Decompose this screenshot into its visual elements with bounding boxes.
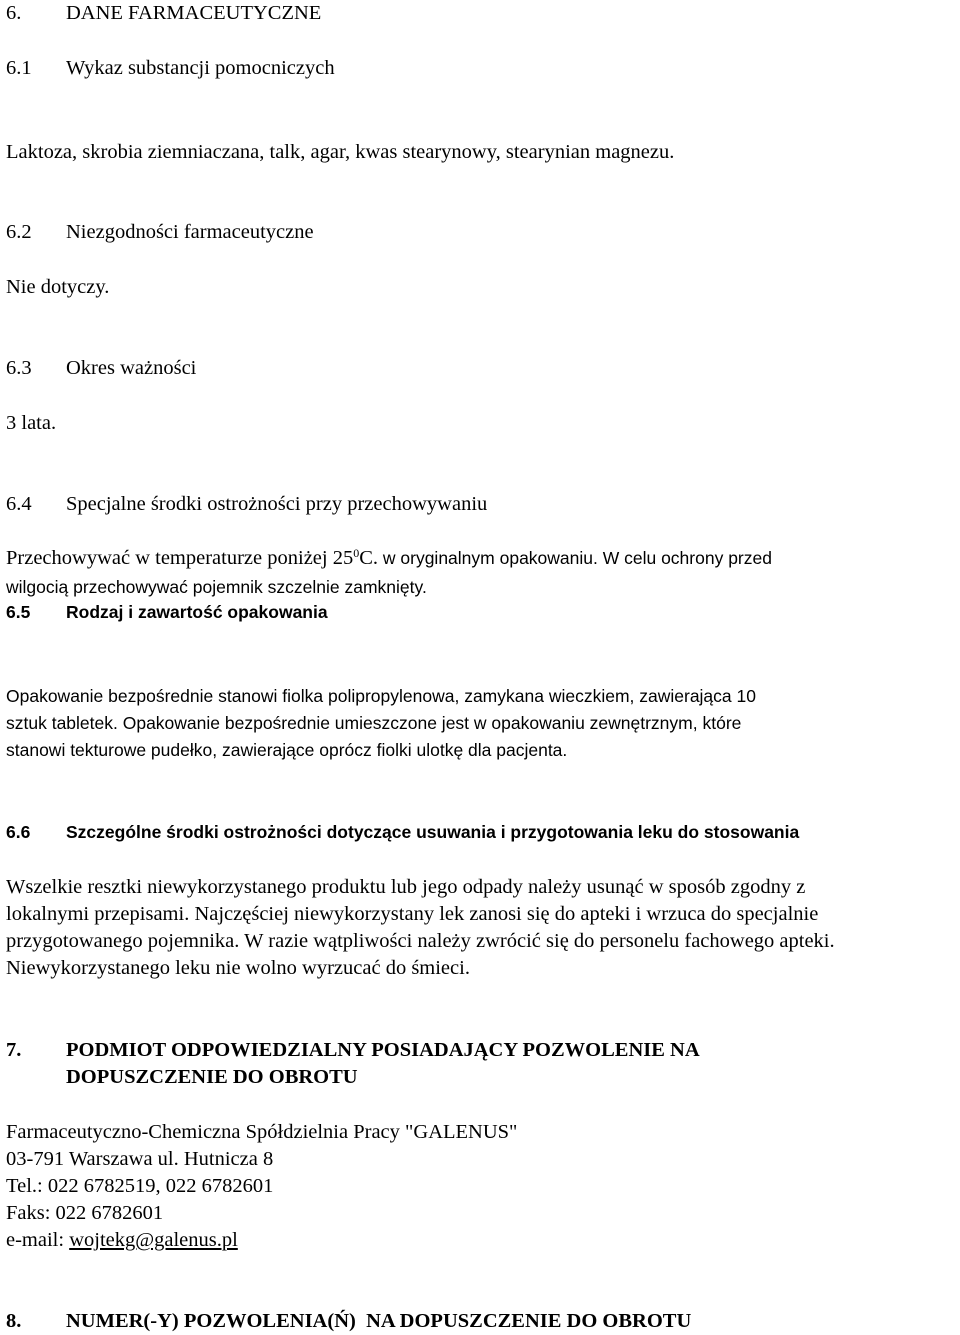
section-6-6-text-line-1: Wszelkie resztki niewykorzystanego produktu lub jego odpady należy usunąć w sposób zgodny z (6, 876, 806, 898)
section-6-3-text: 3 lata. (6, 412, 57, 434)
section-6-6-text-line-3: przygotowanego pojemnika. W razie wątpliwości należy zwrócić się do personelu fachowego apteki. (6, 930, 835, 952)
company-name: Farmaceutyczno-Chemiczna Spółdzielnia Pracy "GALENUS" (6, 1121, 518, 1143)
section-6-4-title: Specjalne środki ostrożności przy przechowywaniu (66, 493, 488, 515)
email-link[interactable]: wojtekg@galenus.pl (69, 1229, 238, 1251)
section-6-4-text-line-1 (6, 548, 772, 569)
degree-superscript: 0 (353, 546, 360, 560)
section-6-6-text-line-2: lokalnymi przepisami. Najczęściej niewykorzystany lek zanosi się do apteki i wrzuca do specjalnie (6, 903, 819, 925)
section-6-2-title: Niezgodności farmaceutyczne (66, 221, 314, 243)
storage-temp-text: Przechowywać w temperaturze poniżej 25 (6, 547, 354, 569)
section-6-4-number: 6.4 (6, 493, 32, 515)
section-8-title: NUMER(-Y) POZWOLENIA(Ń) NA DOPUSZCZENIE DO OBROTU (66, 1310, 692, 1332)
section-6-4-text-line-2: wilgocią przechowywać pojemnik szczelnie zamknięty. (6, 577, 427, 597)
section-6-5-text-line-3: stanowi tekturowe pudełko, zawierające oprócz fiolki ulotkę dla pacjenta. (6, 740, 568, 760)
section-7-number: 7. (6, 1039, 22, 1061)
company-phone: Tel.: 022 6782519, 022 6782601 (6, 1175, 274, 1197)
company-fax: Faks: 022 6782601 (6, 1202, 164, 1224)
section-6-6-number: 6.6 (6, 822, 31, 842)
section-6-title: DANE FARMACEUTYCZNE (66, 2, 322, 24)
email-label: e-mail: (6, 1229, 70, 1251)
section-6-5-number: 6.5 (6, 602, 31, 622)
section-7-title-line-1: PODMIOT ODPOWIEDZIALNY POSIADAJĄCY POZWOLENIE NA (66, 1039, 700, 1061)
section-6-2-number: 6.2 (6, 221, 32, 243)
section-6-3-number: 6.3 (6, 357, 32, 379)
section-7-title-line-2: DOPUSZCZENIE DO OBROTU (66, 1066, 358, 1088)
storage-packaging-text: w oryginalnym opakowaniu. W celu ochrony przed (378, 548, 772, 568)
section-6-number: 6. (6, 2, 22, 24)
section-6-1-number: 6.1 (6, 57, 32, 79)
section-6-6-title: Szczególne środki ostrożności dotyczące usuwania i przygotowania leku do stosowania (66, 822, 800, 842)
section-6-2-text: Nie dotyczy. (6, 276, 110, 298)
section-6-6-text-line-4: Niewykorzystanego leku nie wolno wyrzucać do śmieci. (6, 957, 470, 979)
section-8-number: 8. (6, 1310, 22, 1332)
section-6-5-text-line-2: sztuk tabletek. Opakowanie bezpośrednie umieszczone jest w opakowaniu zewnętrznym, które (6, 713, 742, 733)
section-6-1-title: Wykaz substancji pomocniczych (66, 57, 335, 79)
section-6-5-text-line-1: Opakowanie bezpośrednie stanowi fiolka polipropylenowa, zamykana wieczkiem, zawierająca 10 (6, 686, 756, 706)
company-email-row (6, 1230, 238, 1251)
section-6-5-title: Rodzaj i zawartość opakowania (66, 602, 328, 622)
section-6-3-title: Okres ważności (66, 357, 197, 379)
storage-temp-unit: C. (359, 547, 379, 569)
company-address: 03-791 Warszawa ul. Hutnicza 8 (6, 1148, 274, 1170)
section-6-1-text: Laktoza, skrobia ziemniaczana, talk, agar, kwas stearynowy, stearynian magnezu. (6, 141, 675, 163)
